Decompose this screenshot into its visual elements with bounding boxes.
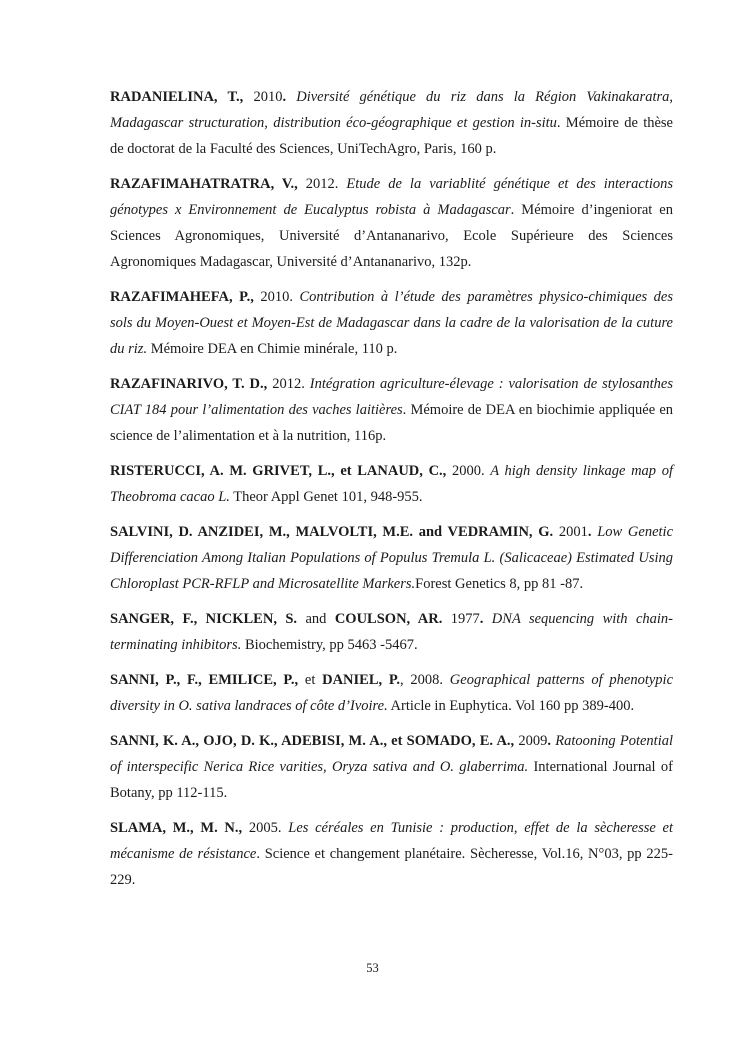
reference-segment: RAZAFINARIVO, T. D., <box>110 376 273 392</box>
reference-segment: A high density linkage map of Theobroma cacao L. <box>110 463 673 505</box>
reference-entry <box>110 667 673 719</box>
reference-segment: SANNI, P., F., EMILICE, P., <box>110 672 305 688</box>
reference-segment: Contribution à l’étude des paramètres physico-chimiques des sols du Moyen-Ouest et Moyen-Est de Madagascar dans la cadre de la valorisation de la cuture du riz. <box>110 289 673 357</box>
page-number: 53 <box>366 961 379 975</box>
reference-entry <box>110 284 673 362</box>
reference-segment: 2010. <box>260 289 300 305</box>
reference-segment: and <box>305 611 335 627</box>
reference-segment: . Mémoire de DEA en biochimie appliquée en science de l’alimentation et à la nutrition, 116p. <box>110 402 673 444</box>
reference-segment: International Journal of Botany, pp 112-115. <box>110 759 673 801</box>
reference-segment: RAZAFIMAHATRATRA, V., <box>110 176 306 192</box>
reference-segment: . <box>587 524 598 540</box>
reference-segment: . Mémoire de thèse de doctorat de la Faculté des Sciences, UniTechAgro, Paris, 160 p. <box>110 115 673 157</box>
reference-segment: Biochemistry, pp 5463 -5467. <box>244 637 418 653</box>
reference-segment: SALVINI, D. ANZIDEI, M., MALVOLTI, M.E. and VEDRAMIN, G. <box>110 524 559 540</box>
reference-segment: . <box>282 89 297 105</box>
reference-segment: DANIEL, P. <box>322 672 401 688</box>
reference-segment: 2000. <box>451 463 491 479</box>
reference-entry <box>110 815 673 893</box>
reference-segment: Ratooning Potential of interspecific Nerica Rice varities, Oryza sativa and O. glaberrima. <box>110 733 673 775</box>
reference-segment: 2001 <box>558 524 588 540</box>
reference-entry <box>110 728 673 806</box>
reference-segment: 2010 <box>253 89 283 105</box>
reference-segment: Geographical patterns of phenotypic diversity in O. sativa landraces of côte d’Ivoire. <box>110 672 673 714</box>
reference-segment: SLAMA, M., M. N., <box>110 820 249 836</box>
reference-entry <box>110 519 673 597</box>
reference-segment: Mémoire DEA en Chimie minérale, 110 p. <box>147 341 398 357</box>
reference-segment: , 2008. <box>400 672 450 688</box>
reference-entry <box>110 84 673 162</box>
reference-entry <box>110 171 673 275</box>
reference-segment: RISTERUCCI, A. M. GRIVET, L., et LANAUD, C., <box>110 463 452 479</box>
reference-segment: 1977 <box>450 611 480 627</box>
reference-segment: 2012. <box>305 176 347 192</box>
reference-segment: RADANIELINA, T., <box>110 89 254 105</box>
reference-segment: Les céréales en Tunisie : production, effet de la sècheresse et mécanisme de résistance <box>110 820 673 862</box>
reference-segment: SANGER, F., NICKLEN, S. <box>110 611 306 627</box>
reference-segment: . <box>547 733 556 749</box>
reference-segment: Diversité génétique du riz dans la Région Vakinakaratra, Madagascar structuration, distribution éco-géographique et gestion in-situ <box>110 89 673 131</box>
reference-segment: . <box>479 611 492 627</box>
reference-segment: Forest Genetics 8, pp 81 -87. <box>415 576 584 592</box>
reference-segment: . Science et changement planétaire. Sècheresse, Vol.16, N°03, pp 225-229. <box>110 846 673 888</box>
reference-segment: Low Genetic Differenciation Among Italian Populations of Populus Tremula L. (Salicaceae) Estimated Using Chloroplast PCR-RFLP and Microsatellite Markers. <box>110 524 674 592</box>
reference-segment: DNA sequencing with chain-terminating inhibitors. <box>110 611 674 653</box>
reference-segment: . Mémoire d’ingeniorat en Sciences Agronomiques, Université d’Antananarivo, Ecole Supérieure des Sciences Agronomiques Madagascar, Université d’Antananarivo, 132p. <box>110 202 673 270</box>
reference-segment: SANNI, K. A., OJO, D. K., ADEBISI, M. A., et SOMADO, E. A., <box>110 733 519 749</box>
reference-segment: et <box>304 672 323 688</box>
reference-entry <box>110 606 673 658</box>
reference-entry <box>110 458 673 510</box>
reference-segment: 2009 <box>518 733 548 749</box>
reference-segment: Intégration agriculture-élevage : valorisation de stylosanthes CIAT 184 pour l’alimentation des vaches laitières <box>110 376 673 418</box>
reference-segment: Theor Appl Genet 101, 948-955. <box>229 489 423 505</box>
references-list <box>110 84 673 902</box>
reference-segment: RAZAFIMAHEFA, P., <box>110 289 261 305</box>
reference-segment: Etude de la variablité génétique et des interactions génotypes x Environnement de Eucalyptus robista à Madagascar <box>110 176 674 218</box>
reference-entry <box>110 371 673 449</box>
reference-segment: 2005. <box>248 820 289 836</box>
reference-segment: Article in Euphytica. Vol 160 pp 389-400. <box>387 698 635 714</box>
reference-segment: COULSON, AR. <box>334 611 451 627</box>
reference-segment: 2012. <box>272 376 310 392</box>
